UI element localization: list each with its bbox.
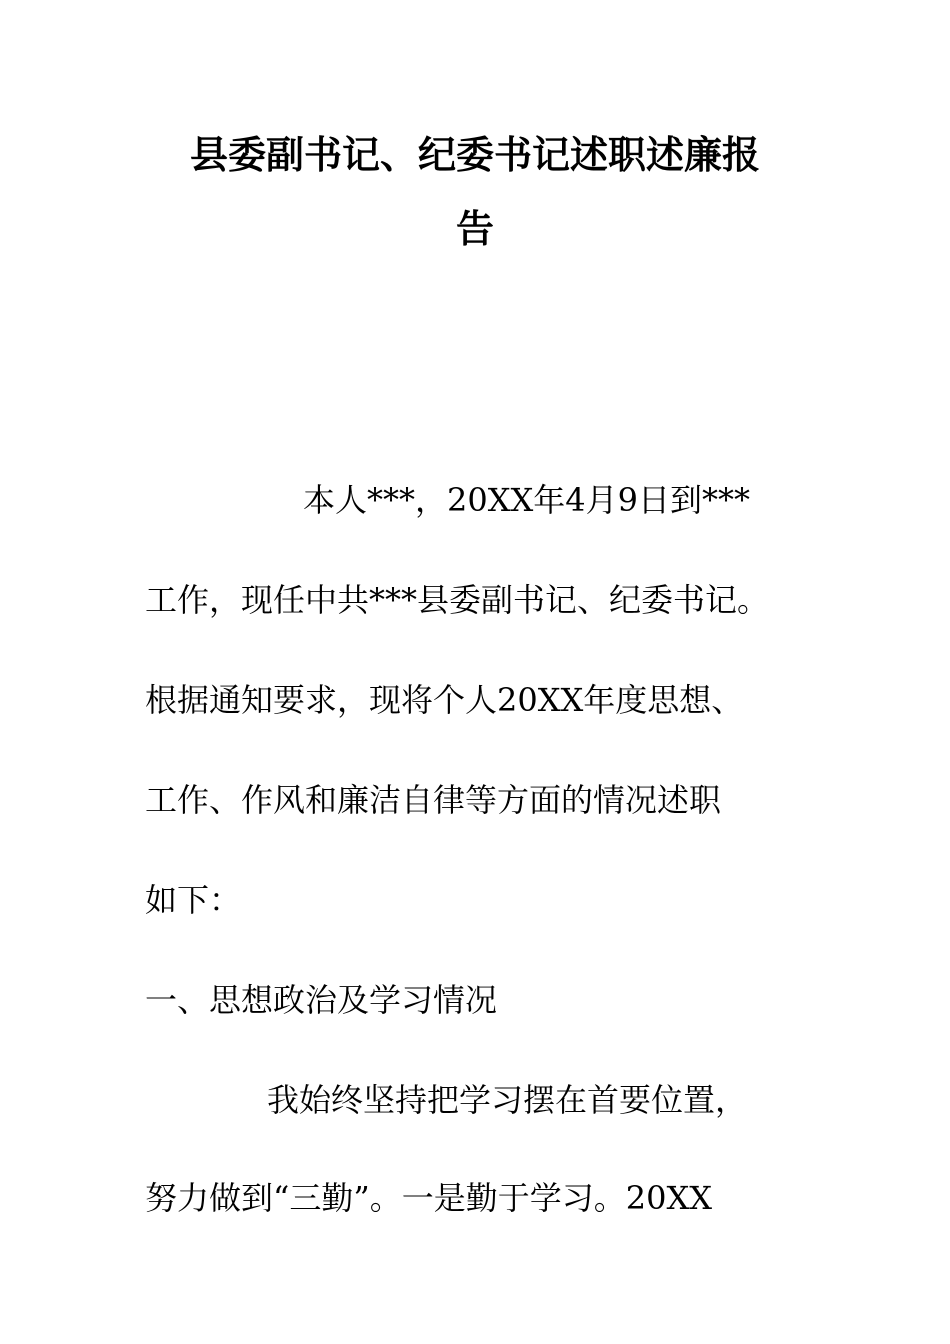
- section-heading: 一、思想政治及学习情况: [145, 981, 498, 1019]
- document-title-line-2: 告: [455, 207, 494, 251]
- body-text-line: 工作，现任中共***县委副书记、纪委书记。: [145, 581, 770, 619]
- body-text-line: 努力做到“三勤”。一是勤于学习。20XX: [145, 1179, 713, 1217]
- document-title-line-1: 县委副书记、纪委书记述职述廉报: [189, 133, 760, 177]
- body-text-line: 如下：: [145, 881, 242, 919]
- body-text-line: 根据通知要求，现将个人20XX年度思想、: [145, 681, 744, 719]
- body-text-line: 本人***，20XX年4月9日到***: [303, 481, 751, 519]
- body-text-line: 工作、作风和廉洁自律等方面的情况述职: [145, 781, 722, 819]
- body-text-line: 我始终坚持把学习摆在首要位置，: [267, 1081, 748, 1119]
